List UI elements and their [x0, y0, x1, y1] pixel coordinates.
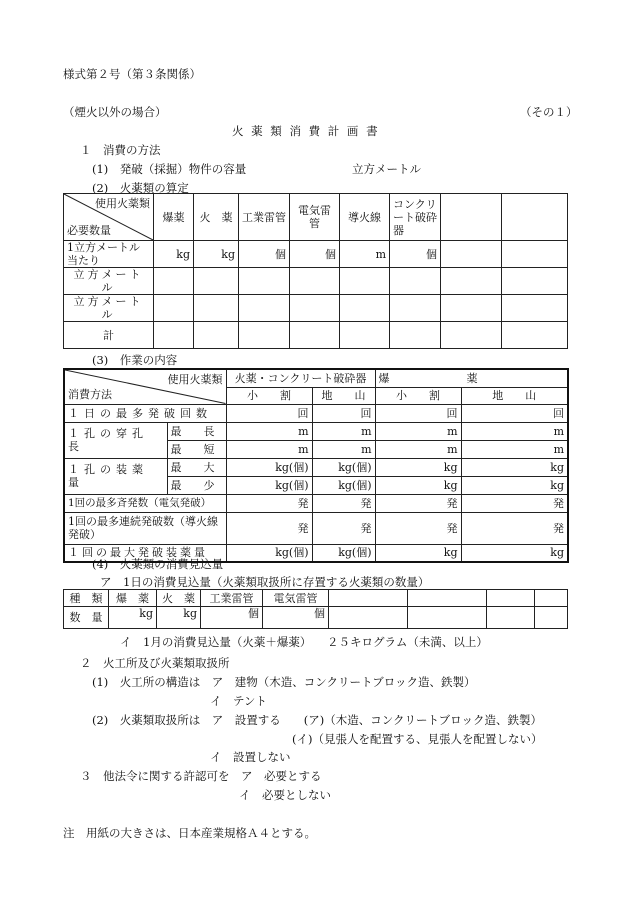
table-cell[interactable]: 回 [226, 404, 312, 422]
table-cell[interactable]: kg [375, 544, 461, 562]
table-cell[interactable]: m [340, 241, 390, 268]
corner-top-label: 使用火薬類 [95, 197, 150, 210]
table-cell[interactable]: kg(個) [312, 458, 375, 476]
daily-consumption-table [63, 589, 568, 629]
table-cell[interactable]: 発 [375, 494, 461, 512]
table-cell[interactable] [441, 322, 502, 349]
row-label: １孔の穿孔長 [64, 422, 167, 458]
table-cell[interactable]: 個 [390, 241, 441, 268]
table-cell[interactable] [502, 322, 568, 349]
group-header: 爆 薬 [375, 369, 568, 387]
header-cell [408, 590, 487, 607]
header-cell [487, 590, 535, 607]
item-3-label: (3) 作業の内容 [92, 353, 178, 367]
table-cell[interactable] [194, 295, 239, 322]
table-cell[interactable] [290, 268, 340, 295]
item-4b-label: イ 1月の消費見込量（火薬＋爆薬） [120, 635, 312, 649]
header-cell: コンクリート破砕器 [390, 194, 441, 241]
sub-header: 小 割 [375, 387, 461, 404]
table-cell[interactable]: 個 [263, 607, 329, 629]
work-content-table [63, 368, 569, 563]
table-cell[interactable]: 回 [312, 404, 375, 422]
item-4b-value: ２５キログラム（未満、以上） [327, 635, 488, 649]
table-cell[interactable] [329, 607, 408, 629]
table-cell[interactable] [390, 268, 441, 295]
section-2-line-1: (1) 火工所の構造は ア 建物（木造、コンクリートブロック造、鉄製） [92, 675, 476, 689]
section-2-line-2: イ テント [210, 694, 267, 708]
row-label: 数 量 [64, 607, 109, 629]
row-label: 立方メートル [64, 268, 154, 295]
form-id: 様式第２号（第３条関係） [63, 67, 201, 81]
table-cell[interactable]: kg(個) [226, 544, 312, 562]
section-2-line-5: イ 設置しない [210, 750, 291, 764]
table-cell[interactable] [502, 268, 568, 295]
table-cell[interactable] [408, 607, 487, 629]
table-cell[interactable] [290, 295, 340, 322]
table-cell[interactable] [154, 322, 194, 349]
row-label: １孔の装薬量 [64, 458, 167, 494]
group-header: 火薬・コンクリート破砕器 [226, 369, 375, 387]
row-label: 1回の最多連続発破数（導火線発破） [64, 512, 226, 544]
header-cell [535, 590, 568, 607]
sub-row-label: 最 少 [167, 476, 226, 494]
header-cell: 電気雷管 [263, 590, 329, 607]
table-cell[interactable] [390, 322, 441, 349]
case-label: （煙火以外の場合） [63, 105, 167, 119]
sub-header: 小 割 [226, 387, 312, 404]
section-2-heading: ２ 火工所及び火薬類取扱所 [80, 656, 230, 670]
header-cell: 工業雷管 [239, 194, 290, 241]
table-cell[interactable]: 発 [226, 494, 312, 512]
table-cell[interactable]: kg(個) [226, 476, 312, 494]
item-1-unit: 立方メートル [352, 162, 421, 176]
table-cell[interactable] [239, 295, 290, 322]
table-cell[interactable]: 回 [461, 404, 568, 422]
table-cell[interactable]: kg [154, 241, 194, 268]
header-cell: 火 薬 [157, 590, 201, 607]
table-cell[interactable]: 個 [201, 607, 263, 629]
table-cell[interactable] [340, 268, 390, 295]
header-cell: 導火線 [340, 194, 390, 241]
header-cell: 火 薬 [194, 194, 239, 241]
section-1-heading: １ 消費の方法 [80, 143, 161, 157]
table-cell[interactable]: m [226, 440, 312, 458]
table-cell[interactable]: m [461, 422, 568, 440]
corner-bottom-label: 必要数量 [67, 224, 111, 237]
corner-header [64, 369, 226, 404]
table-cell[interactable] [154, 295, 194, 322]
table-cell[interactable] [194, 268, 239, 295]
sub-row-label: 最 長 [167, 422, 226, 440]
table-cell[interactable]: kg [375, 458, 461, 476]
table-cell[interactable]: m [375, 440, 461, 458]
table-cell[interactable] [502, 241, 568, 268]
table-cell[interactable]: 発 [312, 512, 375, 544]
table-cell[interactable]: kg(個) [226, 458, 312, 476]
table-cell[interactable]: kg [461, 458, 568, 476]
table-cell[interactable]: 発 [226, 512, 312, 544]
row-label: 立方メートル [64, 295, 154, 322]
table-cell[interactable] [290, 322, 340, 349]
table-cell[interactable]: kg [461, 476, 568, 494]
row-label: １回の最大発破装薬量 [64, 544, 226, 562]
table-cell[interactable]: kg [375, 476, 461, 494]
section-2-line-3: (2) 火薬類取扱所は ア 設置する (ア)（木造、コンクリートブロック造、鉄製） [92, 713, 542, 727]
table-cell[interactable] [194, 322, 239, 349]
table-cell[interactable]: 個 [290, 241, 340, 268]
corner-top-label: 使用火薬類 [167, 373, 223, 386]
table-cell[interactable] [535, 607, 568, 629]
table-cell[interactable]: 発 [461, 494, 568, 512]
row-label-total: 計 [64, 322, 154, 349]
corner-header [64, 194, 154, 241]
section-3-line-1: ３ 他法令に関する許認可を ア 必要とする [80, 769, 322, 783]
table-cell[interactable]: 発 [375, 512, 461, 544]
corner-bottom-label: 消費方法 [68, 387, 112, 401]
table-cell[interactable]: m [226, 422, 312, 440]
table-cell[interactable]: kg [461, 544, 568, 562]
table-cell[interactable]: m [312, 440, 375, 458]
row-label: １日の最多発破回数 [64, 404, 226, 422]
table-cell[interactable] [239, 268, 290, 295]
footnote: 注 用紙の大きさは、日本産業規格Ａ４とする。 [63, 826, 316, 840]
explosives-calculation-table [63, 193, 568, 349]
header-cell: 爆 薬 [109, 590, 157, 607]
table-cell[interactable]: m [312, 422, 375, 440]
table-cell[interactable]: 発 [461, 512, 568, 544]
sub-header: 地 山 [461, 387, 568, 404]
item-4a-label: ア 1日の消費見込量（火薬類取扱所に存置する火薬類の数量） [100, 575, 430, 589]
row-label: 1回の最多斉発数（電気発破） [64, 494, 226, 512]
table-cell[interactable] [239, 322, 290, 349]
document-title: 火 薬 類 消 費 計 画 書 [232, 124, 380, 138]
page-label: （その１） [520, 105, 578, 119]
header-cell: 工業雷管 [201, 590, 263, 607]
table-cell[interactable] [487, 607, 535, 629]
table-cell[interactable]: 個 [239, 241, 290, 268]
table-cell[interactable] [390, 295, 441, 322]
header-cell [502, 194, 568, 241]
table-cell[interactable]: kg [109, 607, 157, 629]
sub-row-label: 最 短 [167, 440, 226, 458]
row-label: 1立方メートル当たり [64, 241, 154, 268]
table-cell[interactable]: 回 [375, 404, 461, 422]
table-cell[interactable] [154, 268, 194, 295]
section-3-line-2: イ 必要としない [239, 788, 331, 802]
table-cell[interactable]: kg [194, 241, 239, 268]
header-cell: 爆薬 [154, 194, 194, 241]
table-cell[interactable]: 発 [312, 494, 375, 512]
item-2-label: (2) 火薬類の算定 [92, 181, 189, 195]
sub-row-label: 最 大 [167, 458, 226, 476]
table-cell[interactable]: kg(個) [312, 476, 375, 494]
table-cell[interactable] [340, 322, 390, 349]
item-1-label: (1) 発破（採掘）物件の容量 [92, 162, 247, 176]
table-cell[interactable]: m [461, 440, 568, 458]
item-4-label: (4) 火薬類の消費見込量 [92, 557, 224, 571]
header-cell: 電気雷管 [290, 194, 340, 241]
table-cell[interactable] [441, 295, 502, 322]
table-cell[interactable]: m [375, 422, 461, 440]
table-cell[interactable] [502, 295, 568, 322]
section-2-line-4: (イ)（見張人を配置する、見張人を配置しない） [292, 732, 543, 746]
table-cell[interactable] [340, 295, 390, 322]
table-cell[interactable]: kg(個) [312, 544, 375, 562]
table-cell[interactable] [441, 241, 502, 268]
header-cell: 種 類 [64, 590, 109, 607]
header-cell [329, 590, 408, 607]
sub-header: 地 山 [312, 387, 375, 404]
table-cell[interactable]: kg [157, 607, 201, 629]
table-cell[interactable] [441, 268, 502, 295]
header-cell [441, 194, 502, 241]
